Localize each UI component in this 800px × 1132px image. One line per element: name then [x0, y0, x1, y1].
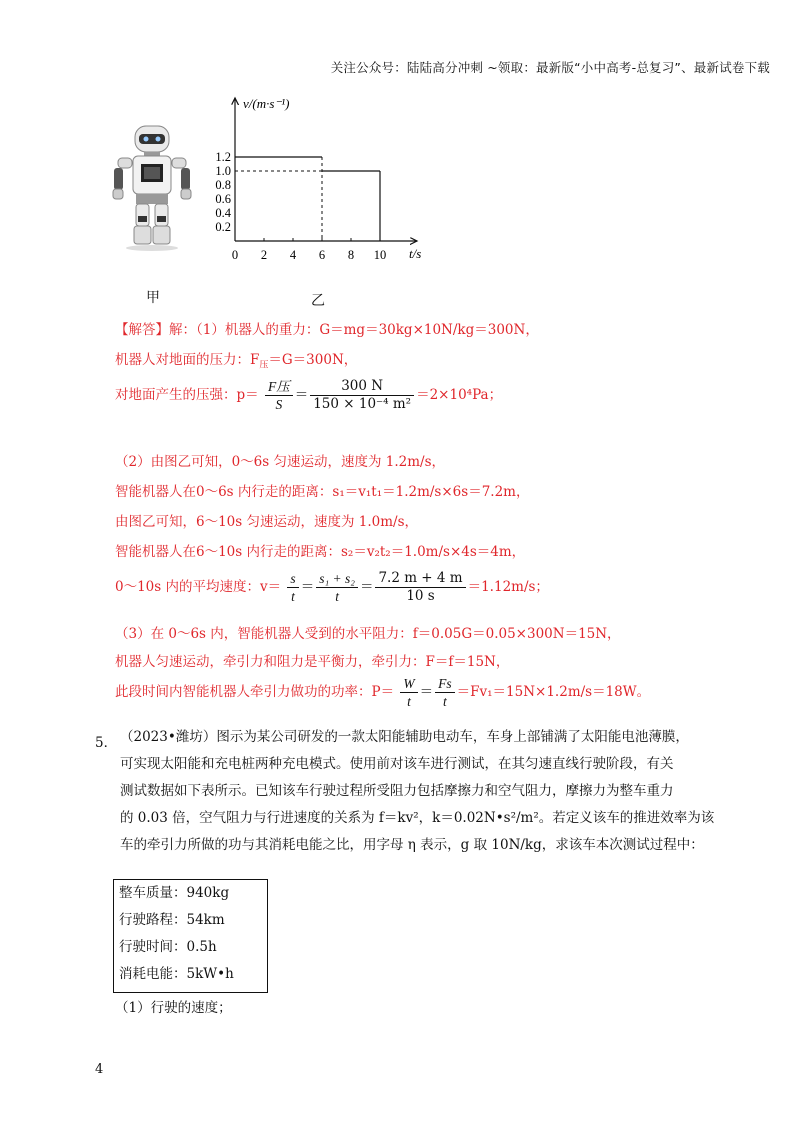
answer-line-11: 此段时间内智能机器人牵引力做功的功率：P＝ $\frac{W}{t}$ ＝ $\frac{Fs}{t}$ ＝Fv₁＝15N×1.2m/s＝18W。 — [115, 676, 651, 709]
fraction-denominator: t — [291, 589, 295, 604]
fraction-numerator: s — [287, 570, 298, 588]
answer-line-10: 机器人匀速运动，牵引力和阻力是平衡力，牵引力：F＝f＝15N， — [115, 654, 510, 670]
answer-line-6: 由图乙可知，6～10s 匀速运动，速度为 1.0m/s， — [115, 514, 419, 530]
question-line: 车的牵引力所做的功与其消耗电能之比，用字母 η 表示，g 取 10N/kg，求该车本次测试过程中： — [120, 837, 704, 853]
fraction-denominator: t — [335, 589, 339, 604]
test-data-table — [113, 879, 268, 993]
y-tick-label: 0.6 — [215, 192, 231, 206]
fraction-fs-over-t — [435, 675, 455, 710]
answer-line-1: 【解答】解：（1）机器人的重力：G＝mg＝30kg×10N/kg＝300N， — [115, 322, 539, 338]
answer-line-9: （3）在 0～6s 内，智能机器人受到的水平阻力：f＝0.05G＝0.05×300N＝15N， — [115, 626, 621, 642]
avg-speed-result: ＝1.12m/s； — [467, 579, 549, 595]
question-line: （2023•潍坊）图示为某公司研发的一款太阳能辅助电动车，车身上部铺满了太阳能电池薄膜， — [120, 729, 689, 745]
power-result: ＝Fv₁＝15N×1.2m/s＝18W。 — [456, 684, 651, 700]
x-tick-label: 4 — [289, 248, 297, 262]
fraction-denominator: t — [407, 694, 411, 709]
y-tick-label: 0.2 — [215, 220, 231, 234]
y-axis-label: v/(m·s⁻¹) — [243, 96, 290, 111]
fraction-s1s2-over-t — [316, 570, 358, 605]
fraction-numerator: W — [400, 675, 417, 693]
answer-line-5: 智能机器人在0～6s 内行走的距离：s₁＝v₁t₁＝1.2m/s×6s＝7.2m， — [115, 484, 530, 500]
fraction-numerator: 7.2 m + 4 m — [375, 570, 465, 588]
figure-label-jia: 甲 — [146, 290, 160, 306]
answer-line-8: 0～10s 内的平均速度：v＝ $\frac{s}{t}$ ＝ $\frac{\text{s₁ + s₂}}{t}$ ＝ $\frac{7.2 m + 4 m}{10 s}$ ＝1.12m/s； — [115, 570, 549, 604]
page-number: 4 — [95, 1062, 104, 1077]
fraction-numerator: s₁ + s₂ — [316, 570, 358, 588]
question-line: 测试数据如下表所示。已知该车行驶过程所受阻力包括摩擦力和空气阻力，摩擦力为整车重力 — [120, 783, 674, 799]
table-row: 行驶路程：54km — [119, 912, 225, 928]
answer-line-3: 对地面产生的压强：p＝ $\frac{\text{F压}}{S}$ ＝ $\frac{300 N}{\text{150 × 10⁻⁴ m²}}$ ＝2×10⁴Pa； — [115, 378, 503, 412]
fraction-denominator: 10 s — [406, 588, 435, 604]
page-header: 关注公众号：陆陆高分冲刺 ~领取：最新版“小中高考-总复习”、最新试卷下载 — [330, 60, 770, 75]
pressure-result: ＝2×10⁴Pa； — [416, 387, 503, 403]
table-row: 整车质量：940kg — [119, 885, 230, 901]
answer-line-2-rest: ＝G＝300N， — [268, 352, 358, 368]
x-tick-label: 6 — [318, 248, 326, 262]
x-tick-label: 8 — [347, 248, 355, 262]
sub-question-1: （1）行驶的速度； — [115, 1000, 232, 1016]
answer-line-4: （2）由图乙可知，0～6s 匀速运动，速度为 1.2m/s， — [115, 454, 446, 470]
answer-line-2-subscript: 压 — [259, 360, 269, 371]
question-line: 可实现太阳能和充电桩两种充电模式。使用前对该车进行测试，在其匀速直线行驶阶段，有关 — [120, 756, 674, 772]
fraction-s-over-t — [287, 570, 298, 605]
fraction-numerator: Fs — [435, 675, 455, 693]
power-prefix: 此段时间内智能机器人牵引力做功的功率：P＝ — [115, 684, 395, 700]
pressure-prefix: 对地面产生的压强：p＝ — [115, 387, 259, 403]
velocity-time-graph — [205, 88, 445, 268]
x-tick-label: 2 — [260, 248, 268, 262]
fraction-f-over-s — [265, 378, 293, 413]
robot-illustration — [108, 122, 196, 252]
y-tick-label: 1.2 — [215, 150, 231, 164]
question-line: 的 0.03 倍，空气阻力与行进速度的关系为 f＝kv²，k＝0.02N•s²/m²。若定义该车的推进效率为该 — [120, 810, 715, 826]
y-tick-label: 0.8 — [215, 178, 231, 192]
table-row: 行驶时间：0.5h — [119, 939, 217, 955]
fraction-numerator: 300 N — [310, 378, 414, 396]
fraction-denominator: S — [275, 397, 283, 412]
fraction-numerator: F压 — [265, 378, 293, 396]
fraction-denominator: t — [443, 694, 447, 709]
fraction-numeric-avg — [375, 570, 465, 605]
fraction-300-over-area — [310, 378, 414, 413]
answer-line-2-text: 机器人对地面的压力：F — [115, 352, 260, 368]
x-tick-label: 10 — [373, 248, 387, 262]
answer-line-7: 智能机器人在6～10s 内行走的距离：s₂＝v₂t₂＝1.0m/s×4s＝4m， — [115, 544, 526, 560]
question-number: 5． — [95, 735, 118, 751]
fraction-w-over-t — [400, 675, 417, 710]
avg-speed-prefix: 0～10s 内的平均速度：v＝ — [115, 579, 282, 595]
y-tick-label: 0.4 — [215, 206, 231, 220]
question-5-body — [120, 724, 720, 859]
answer-line-2 — [115, 348, 357, 371]
table-row: 消耗电能：5kW•h — [119, 966, 234, 982]
x-axis-label: t/s — [409, 246, 422, 261]
y-tick-label: 1.0 — [215, 164, 231, 178]
x-tick-label: 0 — [231, 248, 239, 262]
fraction-denominator: 150 × 10⁻⁴ m² — [313, 396, 412, 412]
figure-label-yi: 乙 — [311, 293, 325, 309]
